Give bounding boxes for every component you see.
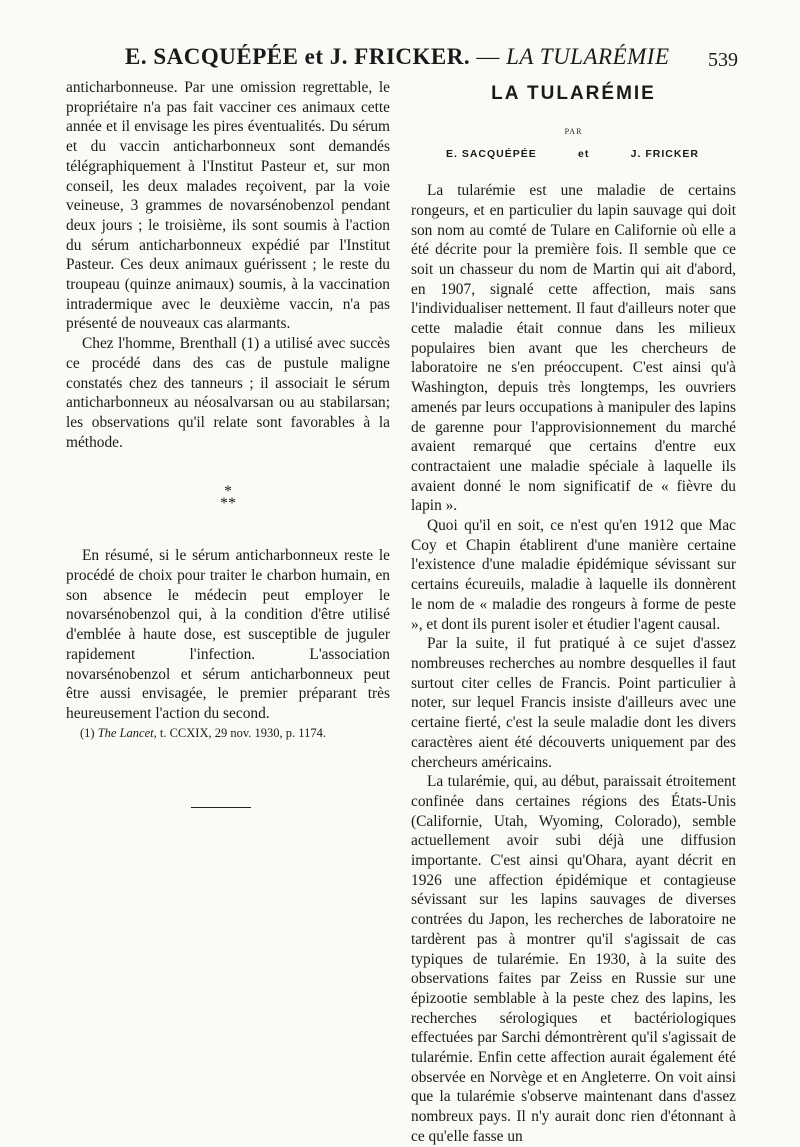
running-head-authors: E. SACQUÉPÉE et J. FRICKER. <box>125 44 471 69</box>
byline-et: et <box>578 148 590 161</box>
running-head-dash: — <box>470 44 507 69</box>
right-paragraph-1: La tularémie est une maladie de certains rongeurs, et en particulier du lapin sauvage qui doit son nom au comté de Tulare en Californie où elle a été décrite pour la première fois. Il semble que ce soit un chasseur du nom de Martin qui ait d'abord, en 1907, signalé cette affection, mais sans l'individualiser nettement. Il faut d'ailleurs noter que cette maladie était connue dans les milieux populaires bien avant que les chercheurs de laboratoire ne s'en préoccupent. C'est ainsi qu'à Washington, depuis très longtemps, les ouvriers amenés par leurs occupations à manipuler des lapins de garenne pour l'approvisionnement du marché avaient remarqué que certains d'entre eux contractaient une maladie spéciale à laquelle ils avaient donné le nom significatif de « fièvre du lapin ». <box>411 182 736 515</box>
left-paragraph-3: En résumé, si le sérum anticharbonneux reste le procédé de choix pour traiter le charbon humain, en son absence le médecin peut employer le novarsénobenzol qui, à la condition d'être utilisé d'emblée à haute dose, est susceptible de juguler rapidement l'infection. L'association novarsénobenzol et sérum anticharbonneux peut être aussi envisagée, le premier préparant très heureusement l'action du second. <box>66 547 390 722</box>
asterism-bottom: ** <box>220 495 236 513</box>
page-number: 539 <box>708 49 738 71</box>
running-head <box>125 44 705 70</box>
byline <box>411 145 736 165</box>
asterism-top: * <box>224 483 232 501</box>
right-paragraph-3: Par la suite, il fut pratiqué à ce sujet d'assez nombreuses recherches au nombre desquelles il faut surtout citer celles de Francis. Point particulier à noter, sur lequel Francis insiste d'ailleurs avec une certaine fierté, c'est la seule maladie dont les divers caractères aient été découverts uniquement par des chercheurs américains. <box>411 635 736 771</box>
article-title: LA TULARÉMIE <box>491 83 656 104</box>
right-paragraph-4: La tularémie, qui, au début, paraissait étroitement confinée dans certaines régions des États-Unis (Californie, Utah, Wyoming, Colorado), semble actuellement avoir subi déjà une diffusion importante. C'est ainsi qu'Ohara, ayant décrit en 1926 une affection épidémique et contagieuse sévissant sur les lapins sauvages de diverses contrées du Japon, les recherches de laboratoire ne tardèrent pas à montrer qu'il s'agissait de cas typiques de tularémie. En 1930, à la suite des observations faites par Zeiss en Russie sur une épizootie semblable à la peste chez des lapins, les recherches sérologiques et bactériologiques effectuées par Sarchi démontrèrent qu'il s'agissait de tularémie. Enfin cette affection aurait également été observée en Norvège et en Angleterre. On voit ainsi que la tularémie s'observe maintenant dans d'assez nombreux pays. Il n'y aurait donc rien d'étonnant à ce qu'elle fasse un <box>411 773 736 1145</box>
author-sacquepee: E. SACQUÉPÉE <box>446 148 537 161</box>
footnote <box>66 724 390 744</box>
right-column <box>411 84 736 1147</box>
author-fricker: J. FRICKER <box>630 148 699 161</box>
right-paragraph-2: Quoi qu'il en soit, ce n'est qu'en 1912 que Mac Coy et Chapin établirent d'une manière certaine l'existence d'une maladie épidémique sévissant sur certains écureuils, maladie à laquelle ils donnèrent le nom de « maladie des rongeurs à forme de peste », et dont ils purent isoler et étudier l'agent causal. <box>411 517 736 633</box>
running-head-title: LA TULARÉMIE <box>506 44 670 69</box>
left-paragraph-2: Chez l'homme, Brenthall (1) a utilisé avec succès ce procédé dans des cas de pustule maligne constatés chez des tanneurs ; il associait le sérum anticharbonneux au néosalvarsan ou au stabilarsan; les observations qu'il relate sont favorables à la méthode. <box>66 335 390 451</box>
footnote-reference: , t. CCXIX, 29 nov. 1930, p. 1174. <box>153 725 326 740</box>
section-break-asterism <box>66 483 390 513</box>
footnote-journal: The Lancet <box>97 725 154 740</box>
left-paragraph-1: anticharbonneuse. Par une omission regrettable, le propriétaire n'a pas fait vacciner ces animaux cette année et il envisage les pires éventualités. Du sérum et du vaccin anticharbonneux sont demandés télégraphiquement à l'Institut Pasteur et, sur mon conseil, les deux malades reçoivent, par la voie veineuse, 3 grammes de novarsénobenzol pendant deux jours ; le troisième, ils sont soumis à l'action du sérum anticharbonneux expédié par l'Institut Pasteur. Ces deux animaux guérissent ; le reste du troupeau (quinze animaux) soumis, à la vaccination intradermique avec le deuxième vaccin, n'a pas présenté de nouveaux cas alarmants. <box>66 79 390 333</box>
byline-par: PAR <box>564 126 583 136</box>
footnote-number: (1) <box>80 725 95 740</box>
left-column <box>66 78 390 808</box>
end-rule-divider <box>191 807 251 808</box>
